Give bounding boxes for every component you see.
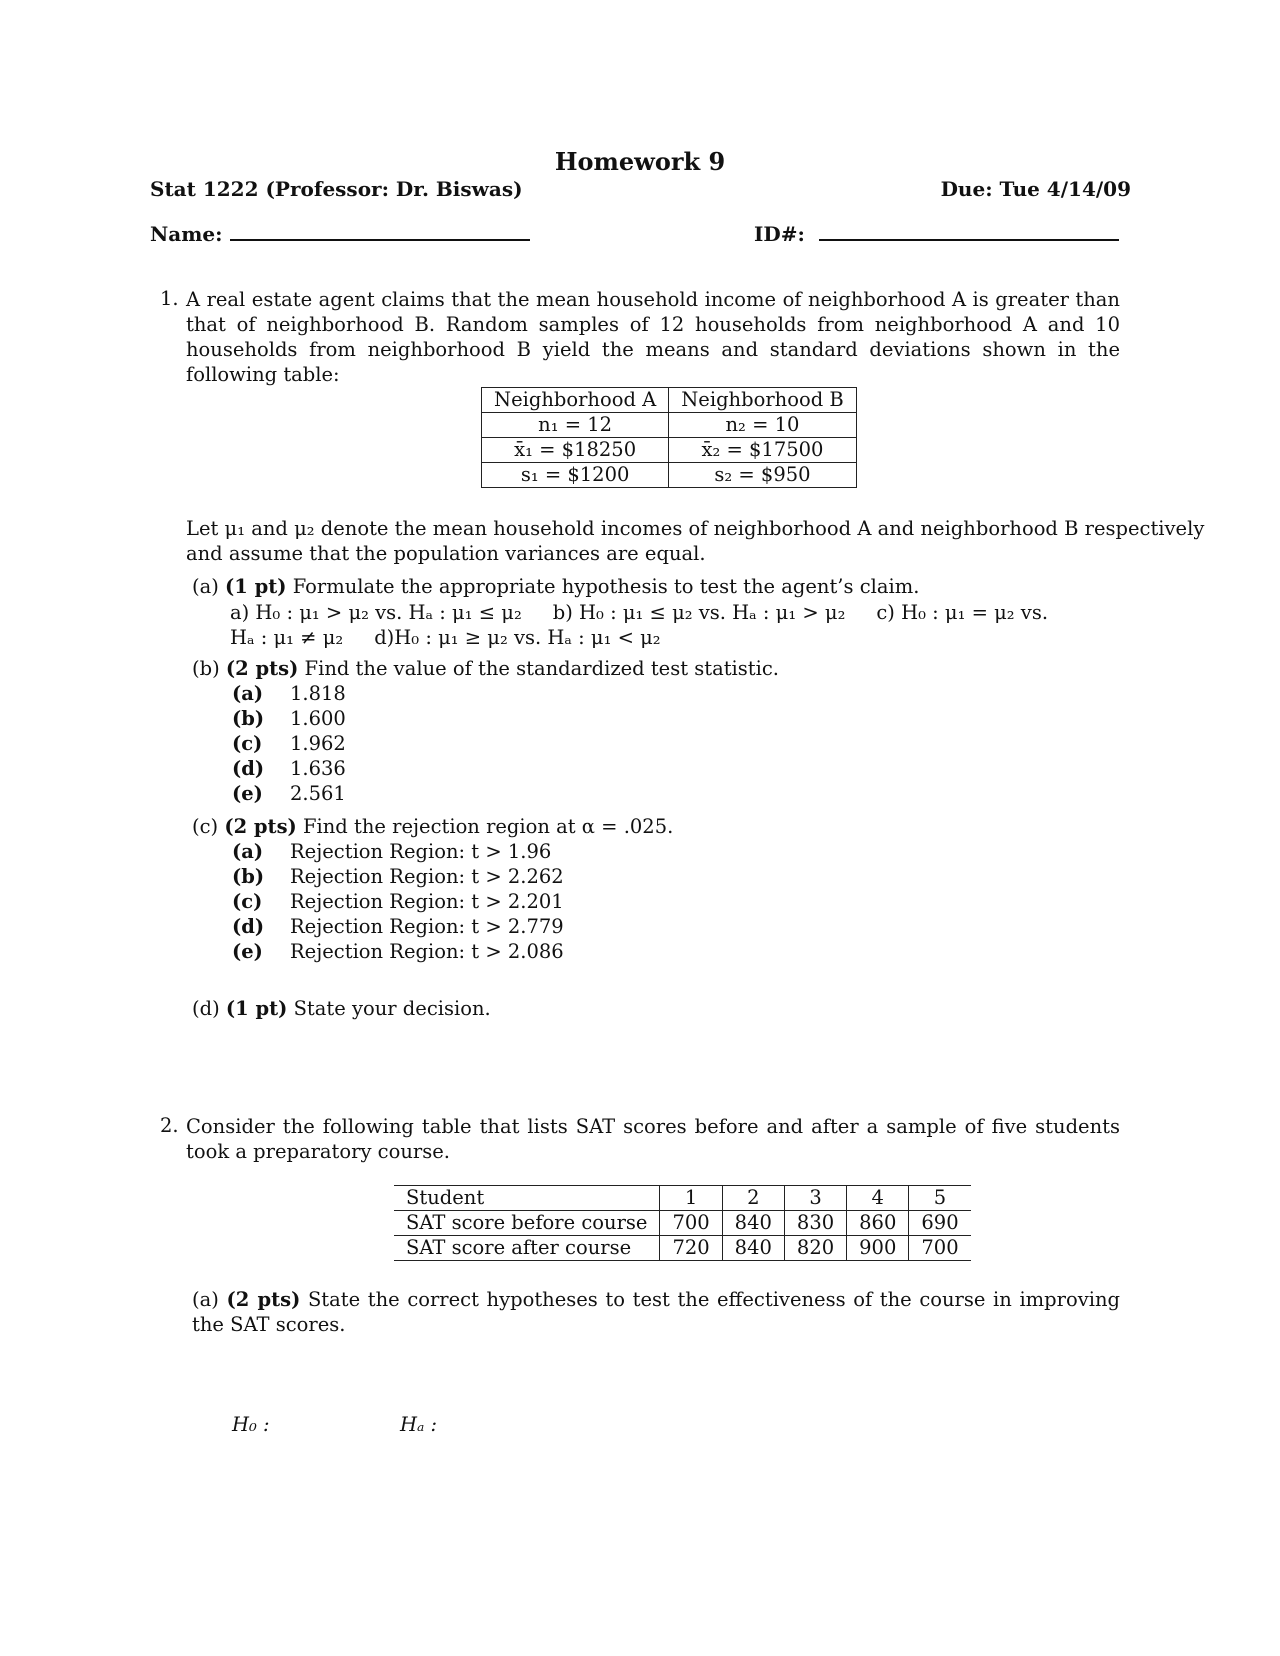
q1d-label: (d) (192, 997, 220, 1020)
option-letter: (a) (232, 682, 264, 705)
name-blank-line[interactable] (230, 239, 530, 241)
table-cell: 720 (660, 1236, 722, 1261)
q1b-label: (b) (192, 657, 220, 680)
sat-table (394, 1185, 971, 1261)
h0-label: H₀ : (232, 1413, 270, 1436)
due-date: Due: Tue 4/14/09 (940, 177, 1131, 201)
option-letter: (e) (232, 940, 263, 963)
q1b-option[interactable] (232, 781, 346, 806)
q1-text: A real estate agent claims that the mean household income of neighborhood A is greater than that of neighborhood B. Random samples of 12 households from neighborhood A and 10 households from neighborhood B yield the means and standard deviations shown in the following table: (186, 288, 1120, 386)
table-cell: SAT score before course (394, 1211, 660, 1236)
table-cell: 700 (660, 1211, 722, 1236)
option-letter: (e) (232, 782, 263, 805)
option-value: 1.636 (290, 757, 346, 780)
table-cell: s₁ = $1200 (482, 463, 669, 488)
q1a-prompt (192, 574, 919, 599)
course-info: Stat 1222 (Professor: Dr. Biswas) (150, 177, 523, 201)
table-row (482, 388, 857, 413)
option-value: 1.962 (290, 732, 346, 755)
q2-number: 2. (160, 1114, 179, 1137)
q1c-prompt (192, 814, 673, 839)
q1c-option[interactable] (232, 864, 564, 889)
option-letter: (c) (232, 890, 263, 913)
option-value: 1.600 (290, 707, 346, 730)
q1d-points: (1 pt) (225, 997, 288, 1020)
q1-assumption-line1: Let μ₁ and μ₂ denote the mean household incomes of neighborhood A and neighborhood B respectively (186, 517, 1205, 540)
q1c-option[interactable] (232, 889, 564, 914)
name-label: Name: (150, 222, 223, 246)
q2a-prompt (192, 1287, 1120, 1337)
table-cell: 5 (909, 1186, 971, 1211)
q2a-text: State the correct hypotheses to test the effectiveness of the course in improving the SAT scores. (192, 1288, 1121, 1336)
q1d-prompt (192, 996, 491, 1021)
q1c-option[interactable] (232, 939, 564, 964)
table-cell: 840 (722, 1211, 784, 1236)
option-value: Rejection Region: t > 1.96 (290, 840, 552, 863)
q1a-label: (a) (192, 575, 219, 598)
table-cell: SAT score after course (394, 1236, 660, 1261)
page-title: Homework 9 (554, 147, 726, 176)
q1c-option[interactable] (232, 914, 564, 939)
q1a-points: (1 pt) (225, 575, 287, 598)
q1c-option[interactable] (232, 839, 551, 864)
table-cell: Student (394, 1186, 660, 1211)
q1b-points: (2 pts) (225, 657, 299, 680)
q1c-text: Find the rejection region at α = .025. (302, 815, 674, 838)
id-label: ID#: (754, 222, 805, 246)
q1b-option[interactable] (232, 706, 346, 731)
table-row (394, 1211, 971, 1236)
option-letter: (c) (232, 732, 263, 755)
table-cell: 700 (909, 1236, 971, 1261)
neighborhood-table (481, 387, 857, 488)
q1a-text: Formulate the appropriate hypothesis to test the agent’s claim. (292, 575, 920, 598)
table-cell: x̄₂ = $17500 (669, 438, 856, 463)
option-value: Rejection Region: t > 2.779 (290, 915, 564, 938)
q2a-label: (a) (192, 1288, 219, 1311)
table-cell: n₂ = 10 (669, 413, 856, 438)
table-cell: 840 (722, 1236, 784, 1261)
option-value: 1.818 (290, 682, 346, 705)
q1-assumption-line2: and assume that the population variances are equal. (186, 542, 706, 565)
q1-number: 1. (160, 287, 179, 310)
table-row (394, 1186, 971, 1211)
option-value: Rejection Region: t > 2.201 (290, 890, 564, 913)
table-header-cell: Neighborhood B (669, 388, 856, 413)
table-cell: s₂ = $950 (669, 463, 856, 488)
q1d-text: State your decision. (293, 997, 491, 1020)
q1b-prompt (192, 656, 779, 681)
table-row (482, 438, 857, 463)
q1a-options-line1: a) H₀ : μ₁ > μ₂ vs. Hₐ : μ₁ ≤ μ₂ b) H₀ : μ₁ ≤ μ₂ vs. Hₐ : μ₁ > μ₂ c) H₀ : μ₁ = μ₂ vs. (230, 601, 1049, 624)
q1c-points: (2 pts) (224, 815, 297, 838)
q1b-text: Find the value of the standardized test statistic. (304, 657, 779, 680)
table-cell: 690 (909, 1211, 971, 1236)
id-blank-line[interactable] (819, 239, 1119, 241)
table-row (482, 463, 857, 488)
option-letter: (d) (232, 915, 265, 938)
table-cell: 900 (847, 1236, 909, 1261)
option-value: 2.561 (290, 782, 346, 805)
table-cell: 1 (660, 1186, 722, 1211)
table-cell: 4 (847, 1186, 909, 1211)
table-cell: 820 (784, 1236, 846, 1261)
table-cell: 3 (784, 1186, 846, 1211)
table-row (394, 1236, 971, 1261)
table-cell: 2 (722, 1186, 784, 1211)
table-cell: 830 (784, 1211, 846, 1236)
q1c-label: (c) (192, 815, 219, 838)
option-value: Rejection Region: t > 2.262 (290, 865, 564, 888)
ha-label: Hₐ : (400, 1413, 438, 1436)
q2-text: Consider the following table that lists SAT scores before and after a sample of five students took a preparatory course. (186, 1115, 1120, 1163)
q1a-options-line2: Hₐ : μ₁ ≠ μ₂ d)H₀ : μ₁ ≥ μ₂ vs. Hₐ : μ₁ < μ₂ (230, 626, 661, 649)
option-value: Rejection Region: t > 2.086 (290, 940, 564, 963)
table-cell: n₁ = 12 (482, 413, 669, 438)
option-letter: (d) (232, 757, 265, 780)
option-letter: (b) (232, 865, 265, 888)
option-letter: (b) (232, 707, 265, 730)
q2a-points: (2 pts) (226, 1288, 301, 1311)
table-cell: x̄₁ = $18250 (482, 438, 669, 463)
table-cell: 860 (847, 1211, 909, 1236)
q1b-option[interactable] (232, 756, 346, 781)
q1b-option[interactable] (232, 731, 346, 756)
q1b-option[interactable] (232, 681, 346, 706)
table-row (482, 413, 857, 438)
option-letter: (a) (232, 840, 264, 863)
table-header-cell: Neighborhood A (482, 388, 669, 413)
